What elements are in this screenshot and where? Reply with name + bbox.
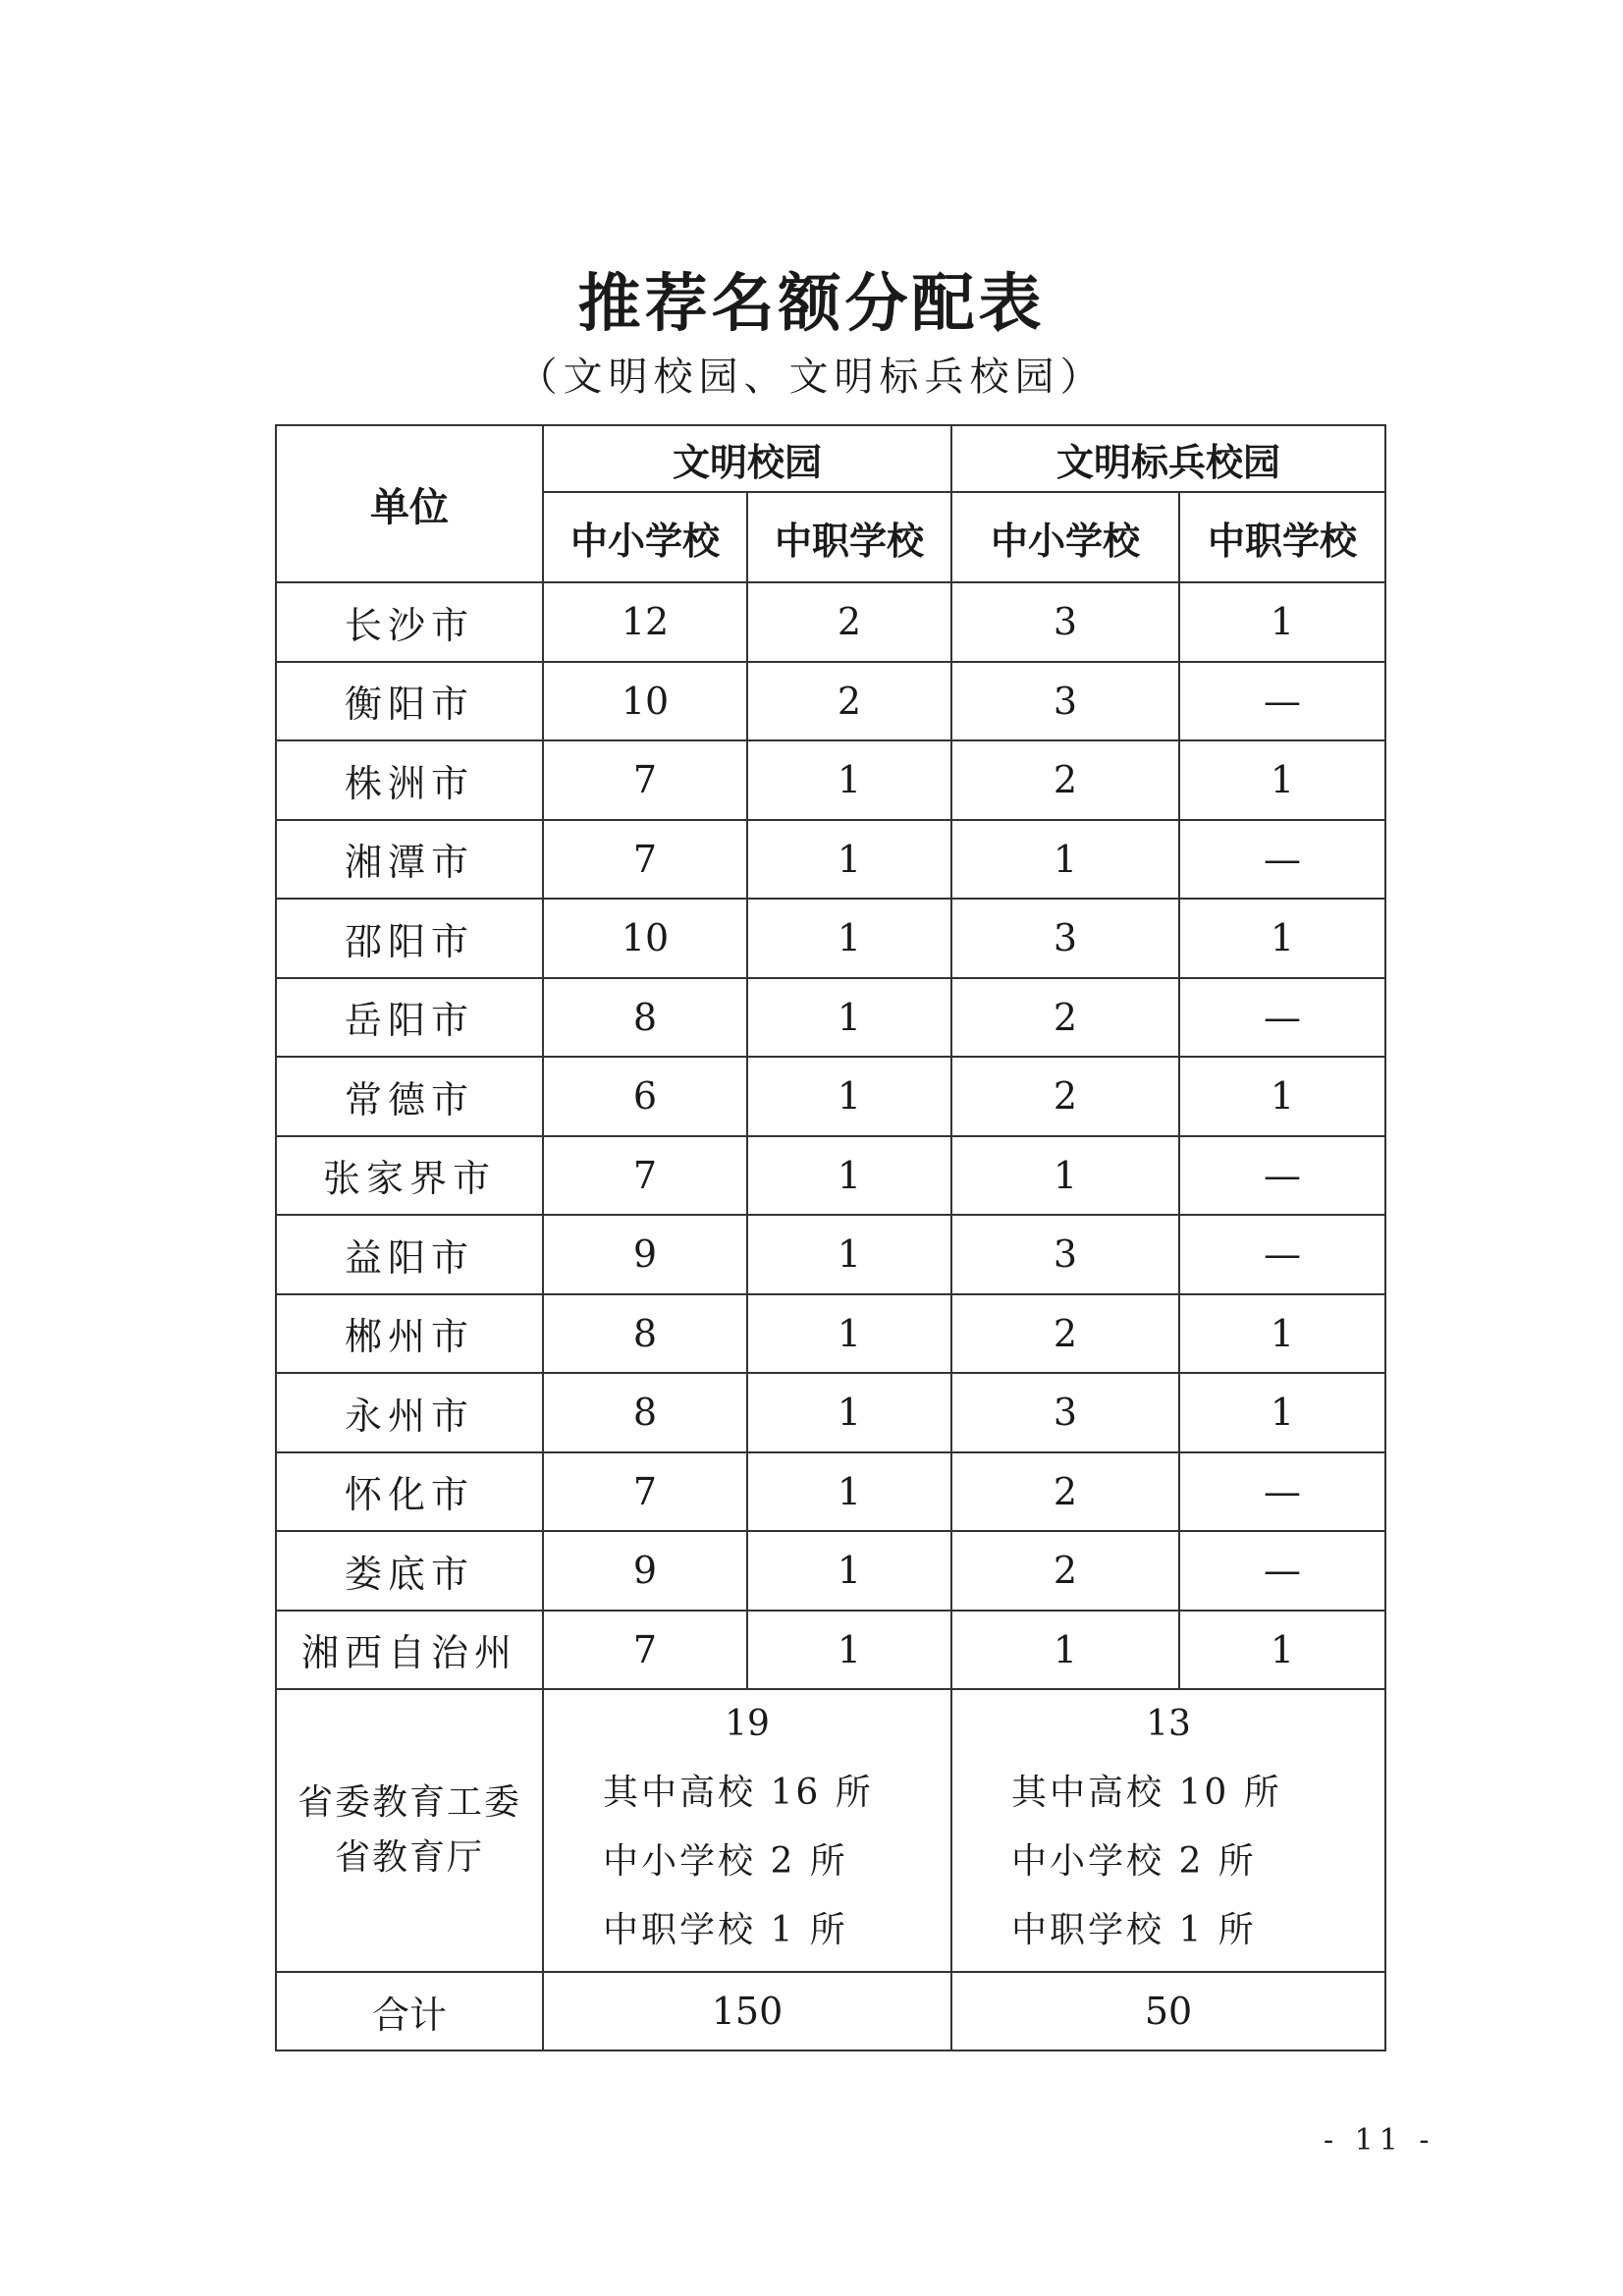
model-primary-cell: 2 [951, 978, 1179, 1058]
table-row [276, 582, 1385, 662]
provincial-civilized-total: 19 [725, 1704, 770, 1744]
model-primary-cell: 2 [951, 1531, 1179, 1611]
sum-civilized: 150 [543, 1972, 951, 2050]
unit-cell: 娄底市 [276, 1531, 543, 1611]
model-vocational-cell: 1 [1179, 1294, 1385, 1374]
civilized-vocational-cell: 1 [747, 820, 951, 900]
table-row [276, 1294, 1385, 1374]
unit-cell: 湘潭市 [276, 820, 543, 900]
unit-cell: 永州市 [276, 1373, 543, 1452]
provincial-civilized-line: 中职学校 1 所 [603, 1910, 848, 1950]
civilized-primary-cell: 9 [543, 1215, 747, 1294]
sum-label: 合计 [276, 1972, 543, 2050]
table-row [276, 1452, 1385, 1532]
provincial-model-line: 中小学校 2 所 [1011, 1841, 1257, 1882]
civilized-primary-cell: 7 [543, 820, 747, 900]
civilized-vocational-cell: 1 [747, 740, 951, 820]
header-group-model-campus: 文明标兵校园 [951, 425, 1385, 492]
page-subtitle: （文明校园、文明标兵校园） [517, 355, 1106, 400]
model-primary-cell: 3 [951, 662, 1179, 741]
provincial-civilized-line: 其中高校 16 所 [603, 1773, 874, 1813]
civilized-primary-cell: 7 [543, 1452, 747, 1532]
civilized-primary-cell: 6 [543, 1057, 747, 1136]
table-row [276, 740, 1385, 820]
model-vocational-cell: — [1179, 820, 1385, 900]
page-title: 推荐名额分配表 [577, 267, 1046, 341]
civilized-vocational-cell: 1 [747, 899, 951, 978]
provincial-civilized-line: 中小学校 2 所 [603, 1841, 848, 1882]
table-row [276, 1611, 1385, 1690]
civilized-primary-cell: 9 [543, 1531, 747, 1611]
civilized-primary-cell: 10 [543, 662, 747, 741]
table-row [276, 978, 1385, 1058]
header-sub: 中职学校 [747, 492, 951, 582]
model-vocational-cell: 1 [1179, 1057, 1385, 1136]
civilized-vocational-cell: 1 [747, 1294, 951, 1374]
unit-cell: 长沙市 [276, 582, 543, 662]
model-vocational-cell: — [1179, 978, 1385, 1058]
model-vocational-cell: — [1179, 1215, 1385, 1294]
civilized-vocational-cell: 1 [747, 1452, 951, 1532]
model-vocational-cell: — [1179, 1452, 1385, 1532]
provincial-unit-line: 省委教育工委 [297, 1782, 521, 1823]
model-primary-cell: 2 [951, 740, 1179, 820]
unit-cell: 郴州市 [276, 1294, 543, 1374]
model-vocational-cell: 1 [1179, 582, 1385, 662]
model-vocational-cell: 1 [1179, 1611, 1385, 1690]
civilized-primary-cell: 8 [543, 978, 747, 1058]
civilized-vocational-cell: 1 [747, 1531, 951, 1611]
quota-table [275, 424, 1386, 2051]
provincial-model-total: 13 [1146, 1704, 1191, 1744]
unit-cell: 湘西自治州 [276, 1611, 543, 1690]
provincial-model-cell [951, 1689, 1385, 1972]
header-sub: 中小学校 [951, 492, 1179, 582]
header-unit: 单位 [276, 425, 543, 582]
model-primary-cell: 3 [951, 899, 1179, 978]
table-row [276, 1136, 1385, 1216]
civilized-vocational-cell: 2 [747, 662, 951, 741]
sum-model: 50 [951, 1972, 1385, 2050]
unit-cell: 怀化市 [276, 1452, 543, 1532]
table-row [276, 1057, 1385, 1136]
model-primary-cell: 1 [951, 1611, 1179, 1690]
unit-cell: 益阳市 [276, 1215, 543, 1294]
table-row [276, 1215, 1385, 1294]
provincial-model-line: 其中高校 10 所 [1011, 1773, 1282, 1813]
table-row [276, 662, 1385, 741]
unit-cell: 株洲市 [276, 740, 543, 820]
header-sub: 中小学校 [543, 492, 747, 582]
model-primary-cell: 2 [951, 1294, 1179, 1374]
provincial-model-line: 中职学校 1 所 [1011, 1910, 1257, 1950]
table-row-provincial [276, 1689, 1385, 1972]
model-primary-cell: 3 [951, 1215, 1179, 1294]
civilized-vocational-cell: 1 [747, 1373, 951, 1452]
model-vocational-cell: 1 [1179, 740, 1385, 820]
model-primary-cell: 3 [951, 1373, 1179, 1452]
unit-cell: 邵阳市 [276, 899, 543, 978]
civilized-vocational-cell: 1 [747, 1611, 951, 1690]
civilized-vocational-cell: 1 [747, 1057, 951, 1136]
civilized-vocational-cell: 1 [747, 1215, 951, 1294]
table-row [276, 1373, 1385, 1452]
table-row [276, 820, 1385, 900]
table-body [276, 582, 1385, 1689]
civilized-primary-cell: 7 [543, 740, 747, 820]
provincial-civilized-cell [543, 1689, 951, 1972]
civilized-primary-cell: 8 [543, 1373, 747, 1452]
header-sub: 中职学校 [1179, 492, 1385, 582]
unit-cell: 岳阳市 [276, 978, 543, 1058]
model-vocational-cell: 1 [1179, 899, 1385, 978]
header-group-civilized-campus: 文明校园 [543, 425, 951, 492]
model-vocational-cell: — [1179, 1136, 1385, 1216]
civilized-primary-cell: 8 [543, 1294, 747, 1374]
model-vocational-cell: — [1179, 1531, 1385, 1611]
civilized-primary-cell: 7 [543, 1611, 747, 1690]
model-primary-cell: 1 [951, 1136, 1179, 1216]
unit-cell: 张家界市 [276, 1136, 543, 1216]
model-primary-cell: 2 [951, 1057, 1179, 1136]
civilized-vocational-cell: 2 [747, 582, 951, 662]
model-primary-cell: 1 [951, 820, 1179, 900]
table-row [276, 1531, 1385, 1611]
table-row-sum [276, 1972, 1385, 2050]
unit-cell: 常德市 [276, 1057, 543, 1136]
civilized-vocational-cell: 1 [747, 1136, 951, 1216]
civilized-primary-cell: 7 [543, 1136, 747, 1216]
provincial-unit-cell [276, 1689, 543, 1972]
provincial-unit-line: 省教育厅 [334, 1837, 484, 1878]
model-vocational-cell: 1 [1179, 1373, 1385, 1452]
page-number: - 11 - [1324, 2123, 1435, 2158]
civilized-vocational-cell: 1 [747, 978, 951, 1058]
model-primary-cell: 2 [951, 1452, 1179, 1532]
civilized-primary-cell: 10 [543, 899, 747, 978]
unit-cell: 衡阳市 [276, 662, 543, 741]
model-primary-cell: 3 [951, 582, 1179, 662]
table-row [276, 899, 1385, 978]
civilized-primary-cell: 12 [543, 582, 747, 662]
model-vocational-cell: — [1179, 662, 1385, 741]
